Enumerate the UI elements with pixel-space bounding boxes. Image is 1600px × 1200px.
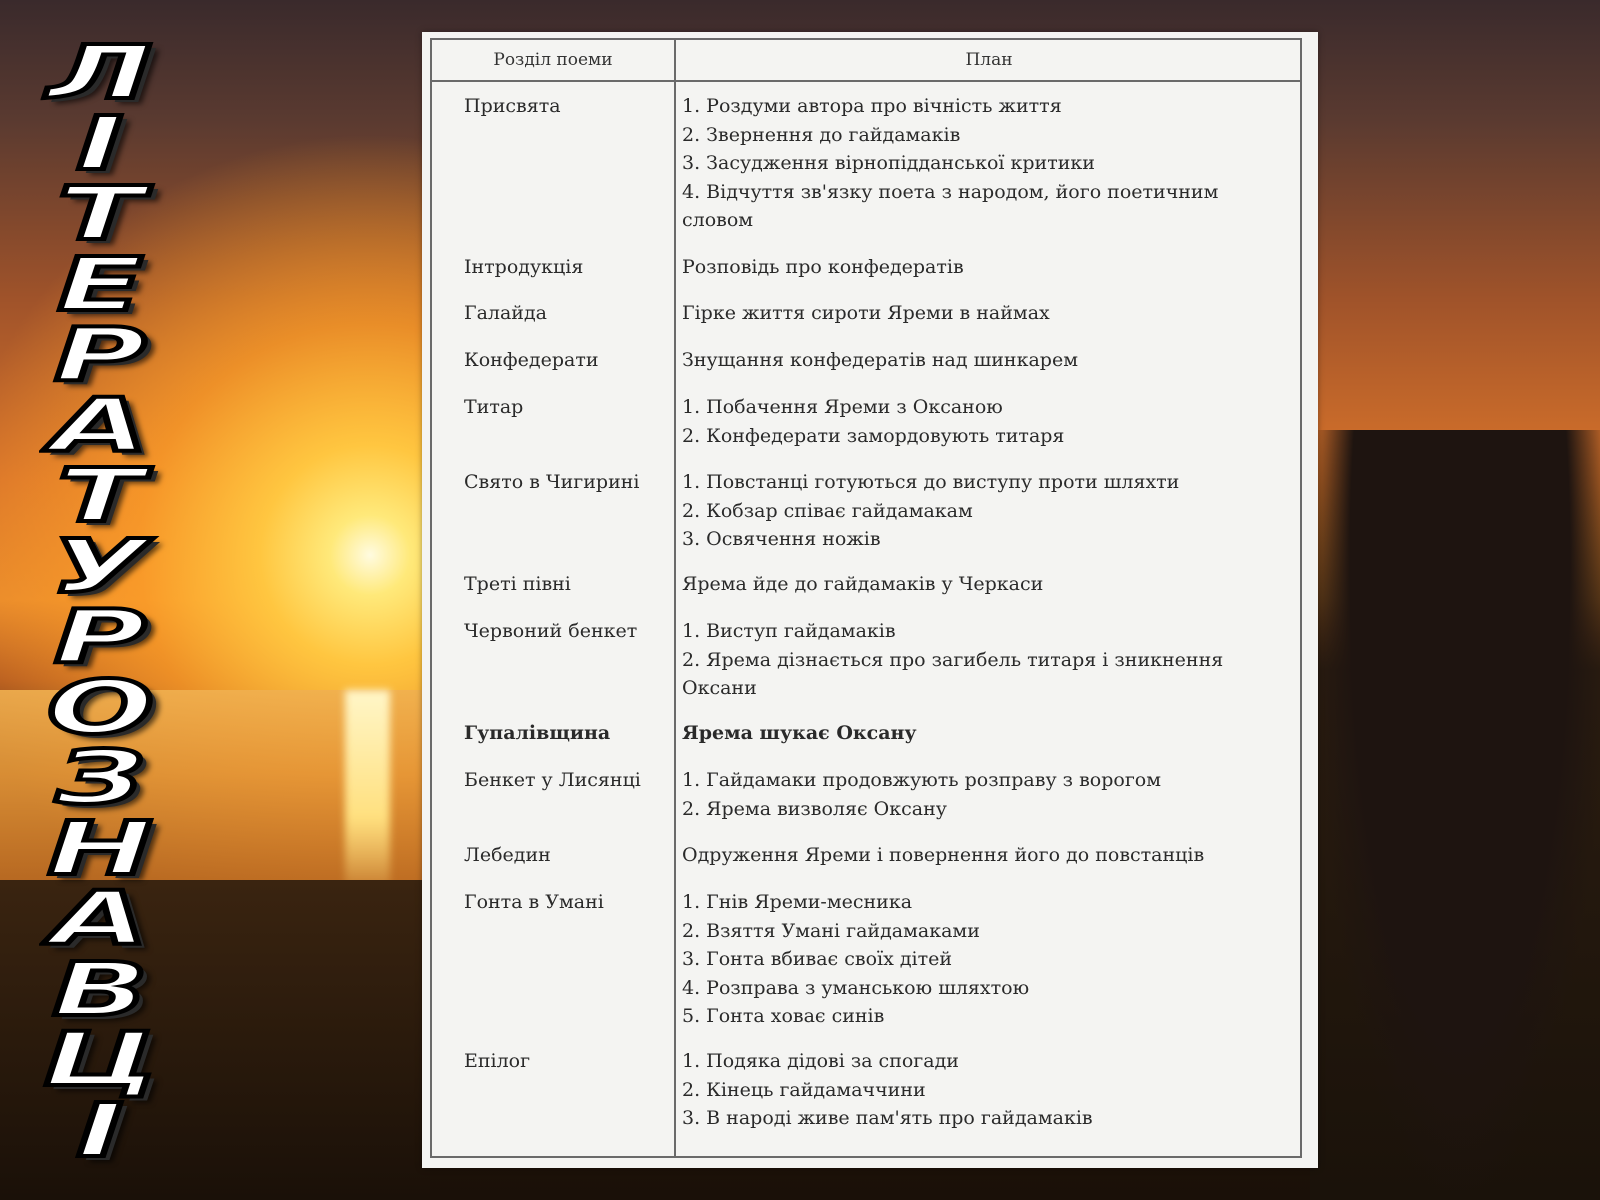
- scanned-document: [422, 32, 1318, 1168]
- plan-item: Знущання конфедератів над шинкарем: [682, 349, 1078, 371]
- plan-item: 5. Гонта ховає синів: [682, 1005, 885, 1027]
- vertical-title: [20, 30, 180, 1174]
- title-letter: А: [51, 382, 149, 469]
- title-letter: В: [52, 946, 148, 1033]
- plan-item: Ярема шукає Оксану: [682, 722, 917, 744]
- section-name: Епілог: [464, 1050, 531, 1072]
- section-name: Свято в Чигирині: [464, 471, 640, 493]
- plan-cell: [682, 346, 1294, 375]
- plan-item: 2. Звернення до гайдамаків: [682, 123, 961, 146]
- plan-item: 3. Гонта вбиває своїх дітей: [682, 948, 953, 970]
- plan-item: 1. Гайдамаки продовжують розправу з ворогом: [682, 769, 1161, 791]
- plan-cell: [682, 299, 1294, 328]
- plan-item: 4. Відчуття зв'язку поета з народом, його поетичним словом: [682, 180, 1219, 231]
- section-name: Гонта в Умані: [464, 891, 604, 913]
- plan-item: 3. В народі живе пам'ять про гайдамаків: [682, 1107, 1093, 1129]
- plan-item: 1. Роздуми автора про вічність життя: [682, 95, 1062, 117]
- section-name: Лебедин: [464, 844, 551, 866]
- plan-cell: [682, 841, 1294, 870]
- plan-item: 2. Кобзар співає гайдамакам: [682, 499, 973, 522]
- title-letter: І: [76, 1087, 124, 1174]
- title-letter: Р: [53, 594, 147, 680]
- table-header: [432, 40, 1300, 82]
- plan-cell: [682, 888, 1294, 1031]
- column-divider: [674, 40, 676, 1156]
- plan-item: 1. Гнів Яреми-месника: [682, 891, 913, 913]
- section-name: Інтродукція: [464, 256, 584, 278]
- title-letter: Н: [47, 805, 153, 892]
- header-plan: План: [965, 50, 1013, 70]
- title-letter: Р: [53, 312, 147, 398]
- sun-reflection: [345, 690, 390, 900]
- plan-item: 2. Кінець гайдамаччини: [682, 1078, 926, 1101]
- section-name: Гупалівщина: [464, 722, 611, 744]
- title-letter: Т: [57, 453, 143, 539]
- section-name: Галайда: [464, 302, 547, 324]
- plan-item: 3. Засудження вірнопідданської критики: [682, 152, 1095, 174]
- plan-item: 3. Освячення ножів: [682, 528, 881, 550]
- plan-item: Розповідь про конфедератів: [682, 256, 964, 278]
- title-letter: Ц: [41, 1017, 159, 1103]
- title-letter: Е: [57, 241, 143, 328]
- plan-cell: [682, 92, 1294, 235]
- plan-cell: [682, 570, 1294, 599]
- title-letter: Л: [47, 30, 153, 116]
- plan-cell: [682, 393, 1294, 450]
- plan-table: [430, 38, 1302, 1158]
- plan-item: 1. Виступ гайдамаків: [682, 620, 896, 642]
- plan-cell: [682, 766, 1294, 823]
- plan-item: 2. Ярема визволяє Оксану: [682, 797, 947, 820]
- title-letter: У: [51, 523, 149, 610]
- title-letter: О: [46, 664, 154, 751]
- plan-item: Ярема йде до гайдамаків у Черкаси: [682, 573, 1044, 595]
- plan-cell: [682, 617, 1294, 703]
- plan-cell: [682, 1047, 1294, 1133]
- plan-item: 1. Подяка дідові за спогади: [682, 1050, 959, 1072]
- plan-item: Одруження Яреми і повернення його до повстанців: [682, 844, 1205, 866]
- header-section: Розділ поеми: [493, 50, 613, 70]
- plan-item: 1. Побачення Яреми з Оксаною: [682, 396, 1003, 418]
- plan-item: 2. Ярема дізнається про загибель титаря і зникнення Оксани: [682, 648, 1224, 699]
- tree-silhouette: [1310, 430, 1600, 1200]
- title-letter: І: [76, 100, 124, 187]
- section-name: Треті півні: [464, 573, 571, 595]
- plan-cell: [682, 253, 1294, 282]
- plan-item: 4. Розправа з уманською шляхтою: [682, 976, 1030, 999]
- section-name: Конфедерати: [464, 349, 599, 371]
- section-name: Бенкет у Лисянці: [464, 769, 641, 791]
- plan-item: Гірке життя сироти Яреми в наймах: [682, 302, 1050, 324]
- title-letter: З: [55, 735, 145, 821]
- section-name: Титар: [464, 396, 524, 418]
- title-letter: Т: [57, 171, 143, 257]
- plan-cell: [682, 468, 1294, 554]
- section-name: Червоний бенкет: [464, 620, 638, 642]
- plan-item: 1. Повстанці готуються до виступу проти шляхти: [682, 471, 1180, 493]
- section-name: Присвята: [464, 95, 561, 117]
- plan-item: 2. Конфедерати замордовують титаря: [682, 424, 1065, 447]
- plan-item: 2. Взяття Умані гайдамаками: [682, 919, 980, 942]
- plan-cell: [682, 719, 1294, 748]
- title-letter: А: [51, 876, 149, 962]
